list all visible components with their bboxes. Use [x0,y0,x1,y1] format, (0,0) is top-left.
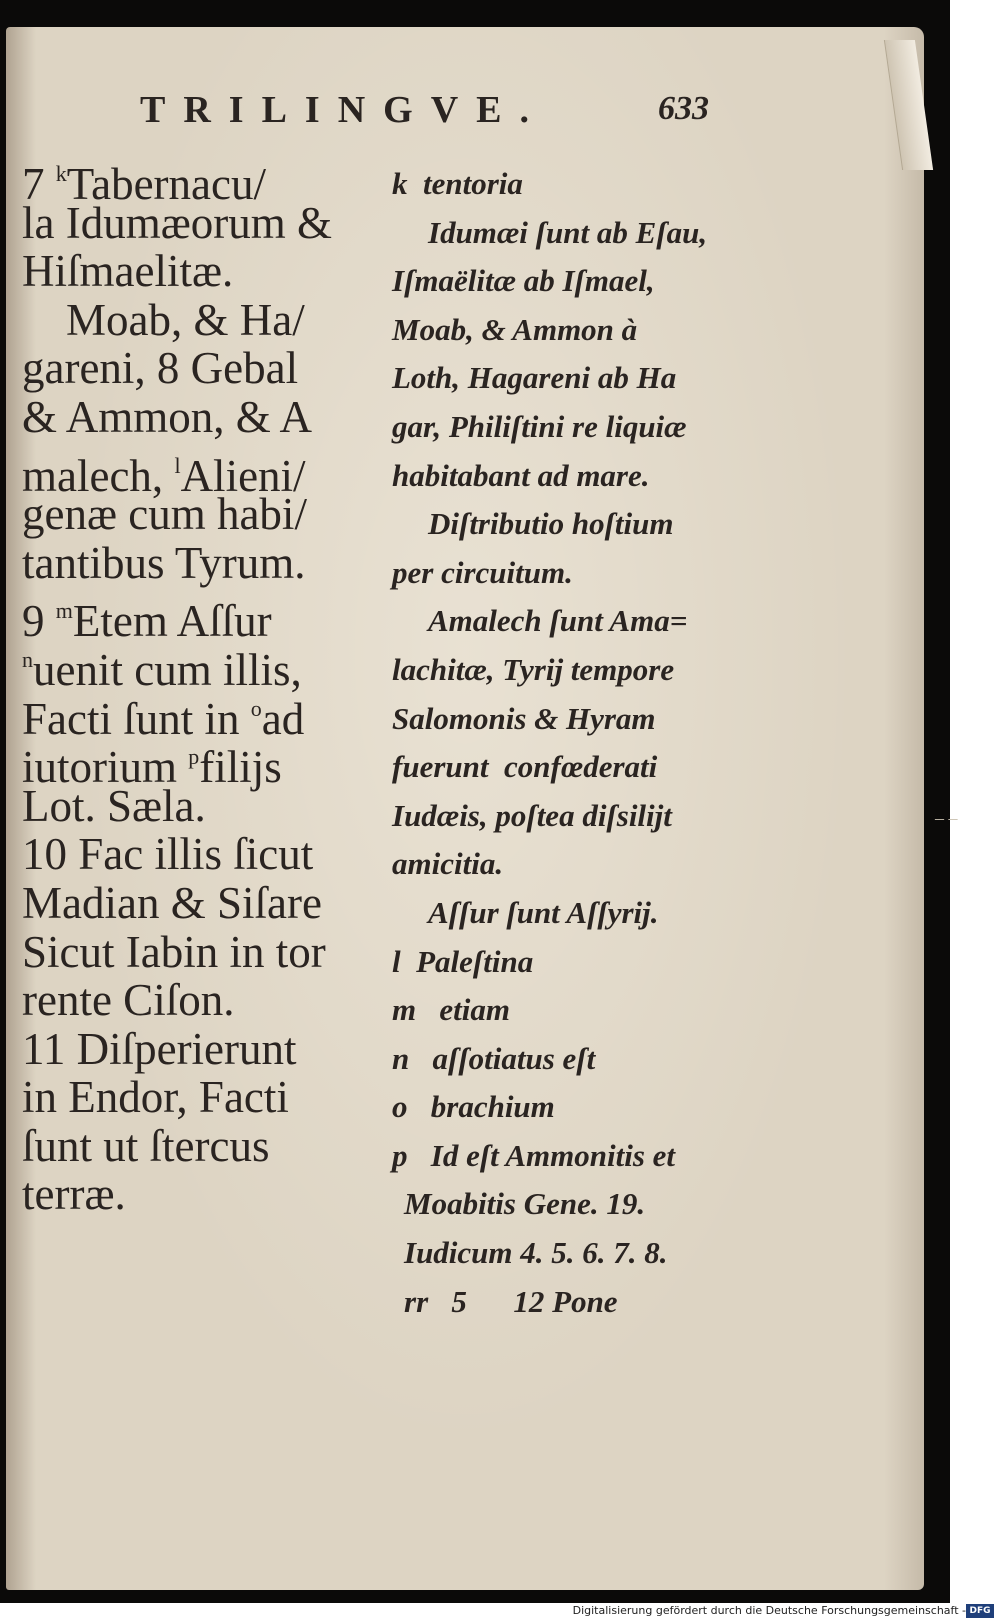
note-marker: k [55,161,67,186]
note-marker: p [188,744,200,770]
commentary-line [392,452,792,501]
psalm-line-text: malech, [22,450,175,501]
note-marker: l [174,452,181,478]
psalm-line-text: la Idumæorum & [22,197,332,248]
psalm-line-text: Lot. Sæla. [22,780,206,831]
commentary-line [392,1180,792,1229]
psalm-text-column [22,150,372,1219]
psalm-line [22,247,372,296]
psalm-line-text: rente Ciſon. [22,975,235,1026]
commentary-line-text: Iudæis, poſtea diſsilijt [392,797,672,833]
psalm-line-text: Facti ſunt in [22,693,251,744]
commentary-line-text: rr 5 12 Pone [404,1283,618,1319]
note-marker: n [22,646,33,672]
commentary-line [392,1132,792,1181]
psalm-line [22,393,372,442]
commentary-line [392,549,792,598]
psalm-line [22,636,372,695]
verse-number: 7 [22,159,45,209]
psalm-line-text: Diſperierunt [76,1023,297,1074]
commentary-line [392,403,792,452]
psalm-line [22,490,372,539]
commentary-line-text: n aſſotiatus eſt [392,1040,596,1076]
commentary-line [392,500,792,549]
commentary-line-text: m etiam [392,992,510,1028]
verse-number: 9 [22,596,45,647]
commentary-line-text: Iudicum 4. 5. 6. 7. 8. [404,1235,668,1271]
psalm-line [22,976,372,1025]
psalm-line [22,879,372,928]
commentary-line [392,986,792,1035]
commentary-line-text: habitabant ad mare. [392,457,650,493]
commentary-line [392,1278,792,1327]
commentary-line [392,840,792,889]
dfg-logo: DFG [966,1604,994,1618]
commentary-line-text: Aſſur ſunt Aſſyrij. [428,894,659,930]
note-marker: o [250,695,262,721]
psalm-line-text: tantibus Tyrum. [22,537,306,588]
commentary-line [392,597,792,646]
psalm-line-text: in Endor, Facti [22,1072,289,1123]
psalm-line [22,344,372,393]
psalm-line [22,539,372,588]
psalm-line-text: Alieni/ [180,450,306,501]
psalm-line-text: terræ. [22,1169,126,1220]
commentary-line [392,889,792,938]
commentary-line [392,1083,792,1132]
commentary-line-text: Moabitis Gene. 19. [404,1186,646,1222]
psalm-line-text: gareni, 8 Gebal [22,343,299,394]
commentary-line-text: l Paleſtina [392,943,534,979]
psalm-line-text: Madian & Siſare [22,877,322,928]
psalm-line-text: Moab, & Ha/ [66,294,305,345]
commentary-line-text: Amalech ſunt Ama= [428,603,688,639]
psalm-line-text: filijs [199,742,282,793]
commentary-line [392,160,792,209]
psalm-line [22,685,372,744]
commentary-line-text: k tentoria [392,166,523,201]
psalm-line [22,296,372,345]
psalm-line-text: ad [261,693,305,744]
verse-number: 10 [22,829,67,880]
commentary-line-text: fuerunt confœderati [392,749,658,785]
psalm-line-text: Fac illis ſicut [78,829,314,880]
psalm-line [22,1025,372,1074]
psalm-line [22,830,372,879]
commentary-line [392,209,792,258]
commentary-line-text: o brachium [392,1089,555,1125]
commentary-line [392,743,792,792]
page-number: 633 [658,90,709,127]
psalm-line [22,1170,372,1219]
psalm-line [22,199,372,248]
commentary-line [392,354,792,403]
psalm-line [22,442,372,501]
psalm-line-text: uenit cum illis, [33,644,302,695]
commentary-line [392,938,792,987]
psalm-line [22,1122,372,1171]
commentary-line-text: Moab, & Ammon à [392,311,638,347]
psalm-line [22,733,372,793]
psalm-line [22,150,372,209]
commentary-line-text: lachitæ, Tyrij tempore [392,651,675,687]
psalm-line-text: genæ cum habi/ [22,489,307,540]
psalm-line [22,782,372,831]
gutter-mark: – – [935,808,958,828]
commentary-line-text: Salomonis & Hyram [392,700,656,736]
psalm-line-text: Etem Aſſur [72,596,272,647]
commentary-line-text: gar, Philiſtini re liquiæ [392,408,687,444]
psalm-line [22,587,372,647]
commentary-line [392,695,792,744]
note-marker: m [55,598,73,624]
psalm-line [22,1073,372,1122]
psalm-line-text: Hiſmaelitæ. [22,246,234,297]
commentary-line-text: amicitia. [392,846,504,882]
commentary-line [392,306,792,355]
running-head: TRILINGVE. [140,89,547,131]
commentary-line [392,792,792,841]
commentary-column [392,160,792,1326]
commentary-line [392,1035,792,1084]
psalm-line-text: ſunt ut ſtercus [22,1120,270,1171]
psalm-line [22,928,372,977]
commentary-line-text: Iſmaëlitæ ab Iſmael, [392,263,655,299]
verse-number: 11 [22,1023,66,1074]
digitization-credit: Digitalisierung gefördert durch die Deutsche Forschungsgemeinschaft - [572,1604,966,1617]
commentary-line-text: Loth, Hagareni ab Ha [392,360,677,396]
psalm-line-text: Sicut Iabin in tor [22,926,326,977]
commentary-line [392,257,792,306]
psalm-line-text: Tabernacu/ [66,159,266,209]
psalm-line-text: & Ammon, & A [22,391,313,442]
psalm-line-text: iutorium [22,742,189,793]
commentary-line [392,1229,792,1278]
commentary-line-text: Diſtributio hoſtium [428,506,674,542]
commentary-line [392,646,792,695]
commentary-line-text: Idumæi ſunt ab Eſau, [428,214,708,250]
commentary-line-text: per circuitum. [392,554,573,590]
commentary-line-text: p Id eſt Ammonitis et [392,1137,676,1173]
